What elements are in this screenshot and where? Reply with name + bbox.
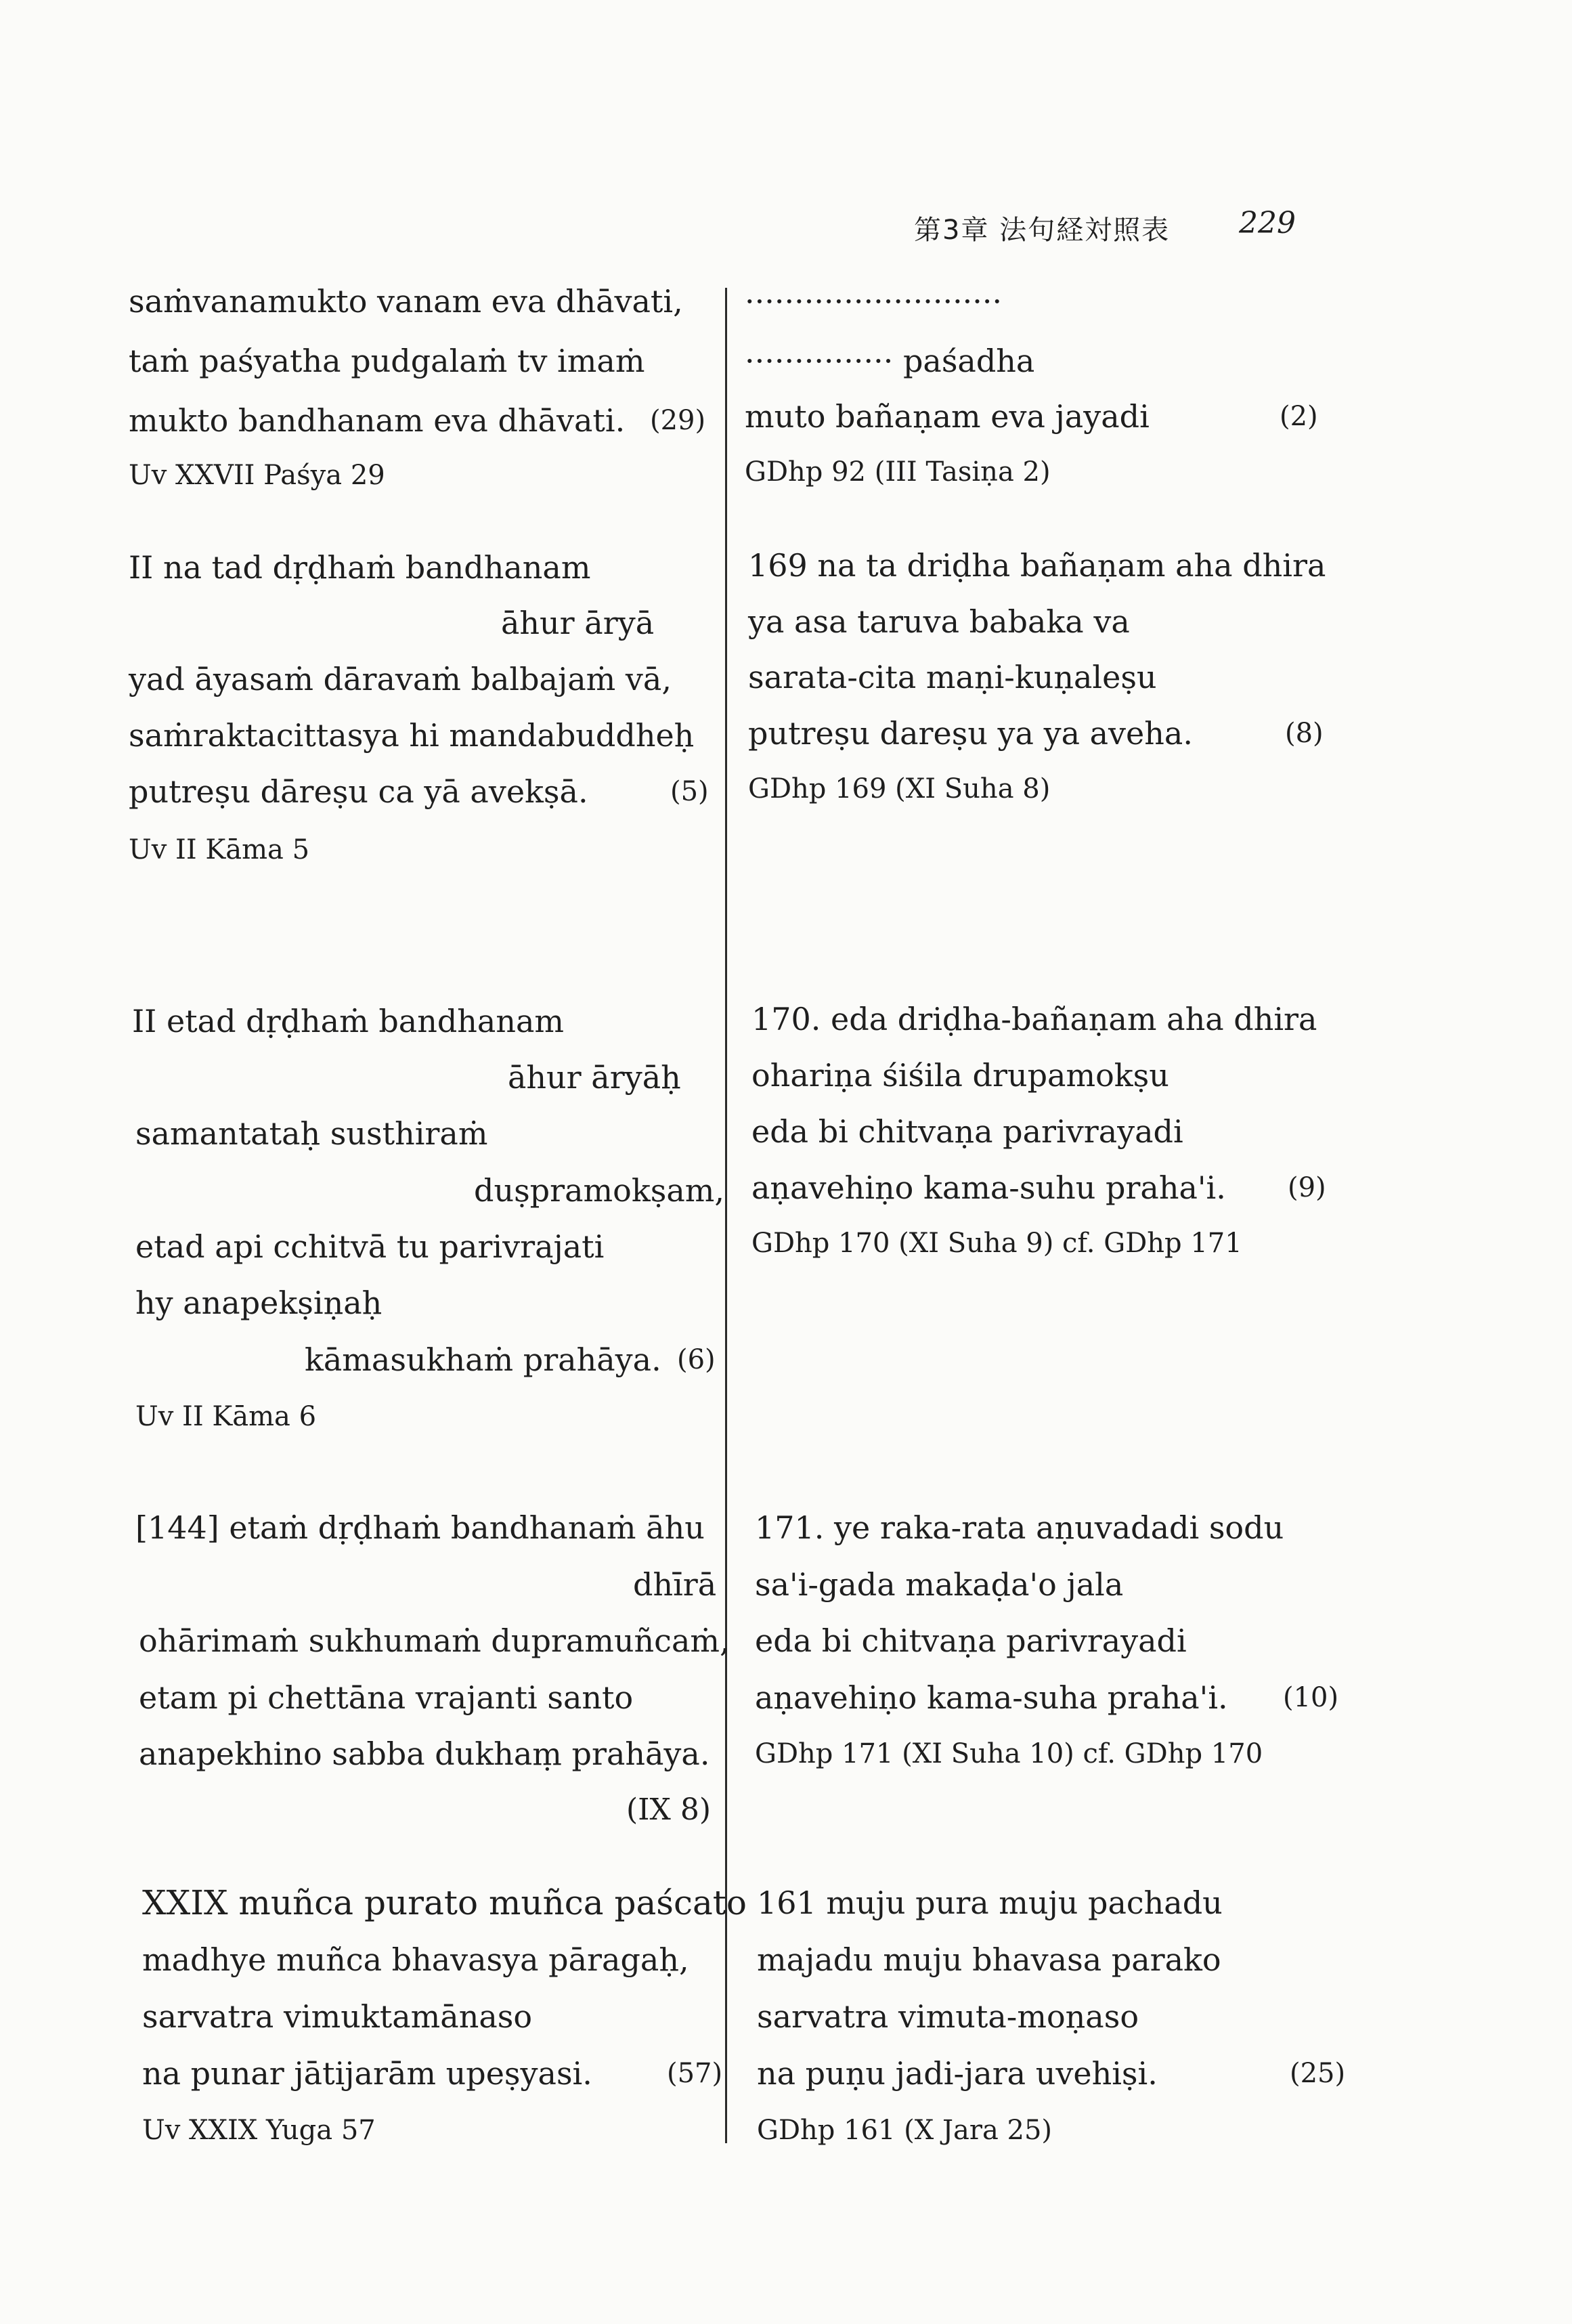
verse-line: eda bi chitvaṇa parivrayadi [755, 1622, 1187, 1659]
verse-line: majadu muju bhavasa parako [757, 1941, 1221, 1978]
verse-reference: Uv XXIX Yuga 57 [142, 2115, 376, 2146]
verse-line: āhur āryā [501, 605, 655, 641]
verse-line: ohariṇa śiśila drupamokṣu [751, 1057, 1169, 1094]
verse-line: saṁraktacittasya hi mandabuddheḥ [129, 717, 695, 754]
verse-line: anapekhino sabba dukhaṃ prahāya. [139, 1736, 710, 1772]
verse-line: na punar jātijarām upeṣyasi. [142, 2055, 592, 2092]
verse-line: taṁ paśyatha pudgalaṁ tv imaṁ [129, 343, 645, 379]
verse-line: sa'i-gada makaḍa'o jala [755, 1566, 1124, 1603]
verse-line: aṇavehiṇo kama-suhu praha'i. [751, 1169, 1226, 1206]
verse-number: (8) [1285, 718, 1324, 749]
verse-number: (25) [1290, 2058, 1346, 2089]
verse-line: sarvatra vimuktamānaso [142, 1998, 533, 2035]
verse-line: eda bi chitvaṇa parivrayadi [751, 1113, 1183, 1150]
verse-number: (5) [670, 776, 709, 807]
verse-number: (10) [1283, 1682, 1339, 1713]
verse-line: 169 na ta driḍha bañaṇam aha dhira [748, 547, 1326, 584]
verse-reference: (IX 8) [626, 1792, 712, 1827]
verse-line: aṇavehiṇo kama-suha praha'i. [755, 1679, 1228, 1716]
verse-reference: GDhp 171 (XI Suha 10) cf. GDhp 170 [755, 1738, 1263, 1769]
verse-line: 171. ye raka-rata aṇuvadadi sodu [755, 1509, 1284, 1546]
verse-line: samantataḥ susthiraṁ [135, 1115, 488, 1152]
verse-line: II etad dṛḍhaṁ bandhanam [132, 1003, 565, 1039]
verse-number: (6) [677, 1344, 716, 1375]
verse-line: ya asa taruva babaka va [748, 603, 1130, 640]
verse-line: kāmasukhaṁ prahāya. [305, 1341, 661, 1378]
verse-number: (29) [650, 405, 706, 436]
verse-reference: Uv II Kāma 5 [129, 834, 310, 865]
page-number: 229 [1239, 206, 1296, 240]
verse-number: (57) [667, 2058, 723, 2089]
column-divider [725, 288, 727, 2143]
verse-line: ·························· [745, 283, 1003, 320]
verse-line: sarvatra vimuta-moṇaso [757, 1998, 1139, 2035]
verse-reference: Uv II Kāma 6 [135, 1401, 317, 1432]
verse-line: putreṣu dāreṣu ca yā avekṣā. [129, 773, 588, 810]
verse-number: (2) [1280, 401, 1318, 432]
verse-line: etam pi chettāna vrajanti santo [139, 1679, 634, 1716]
verse-line: etad api cchitvā tu parivrajati [135, 1228, 605, 1265]
verse-line: ··············· paśadha [745, 343, 1035, 379]
verse-line: 170. eda driḍha-bañaṇam aha dhira [751, 1001, 1317, 1037]
verse-line: dhīrā [633, 1566, 717, 1603]
verse-line: na puṇu jadi-jara uvehiṣi. [757, 2055, 1158, 2092]
verse-line: duṣpramokṣam, [474, 1172, 724, 1209]
verse-line: XXIX muñca purato muñca paścato [142, 1883, 747, 1922]
verse-line: [144] etaṁ dṛḍhaṁ bandhanaṁ āhu [135, 1509, 705, 1546]
verse-number: (9) [1288, 1172, 1326, 1203]
verse-line: saṁvanamukto vanam eva dhāvati, [129, 283, 683, 320]
verse-reference: GDhp 161 (X Jara 25) [757, 2115, 1053, 2146]
verse-reference: Uv XXVII Paśya 29 [129, 460, 385, 491]
verse-line: yad āyasaṁ dāravaṁ balbajaṁ vā, [129, 661, 672, 697]
verse-line: muto bañaṇam eva jayadi [745, 398, 1150, 435]
verse-line: sarata-cita maṇi-kuṇaleṣu [748, 659, 1157, 695]
verse-line: 161 muju pura muju pachadu [757, 1885, 1223, 1921]
verse-line: hy anapekṣiṇaḥ [135, 1285, 383, 1321]
verse-line: mukto bandhanam eva dhāvati. [129, 402, 626, 439]
verse-line: II na tad dṛḍhaṁ bandhanam [129, 549, 591, 586]
verse-reference: GDhp 170 (XI Suha 9) cf. GDhp 171 [751, 1228, 1242, 1259]
verse-reference: GDhp 169 (XI Suha 8) [748, 773, 1051, 804]
verse-line: āhur āryāḥ [508, 1059, 681, 1096]
verse-line: ohārimaṁ sukhumaṁ dupramuñcaṁ, [139, 1622, 730, 1659]
verse-reference: GDhp 92 (III Tasiṇa 2) [745, 456, 1051, 488]
page-header [914, 203, 1320, 257]
verse-line: putreṣu dareṣu ya ya aveha. [748, 715, 1193, 752]
verse-line: madhye muñca bhavasya pāragaḥ, [142, 1941, 689, 1978]
chapter-title: 第3章 法句経対照表 [914, 215, 1171, 246]
